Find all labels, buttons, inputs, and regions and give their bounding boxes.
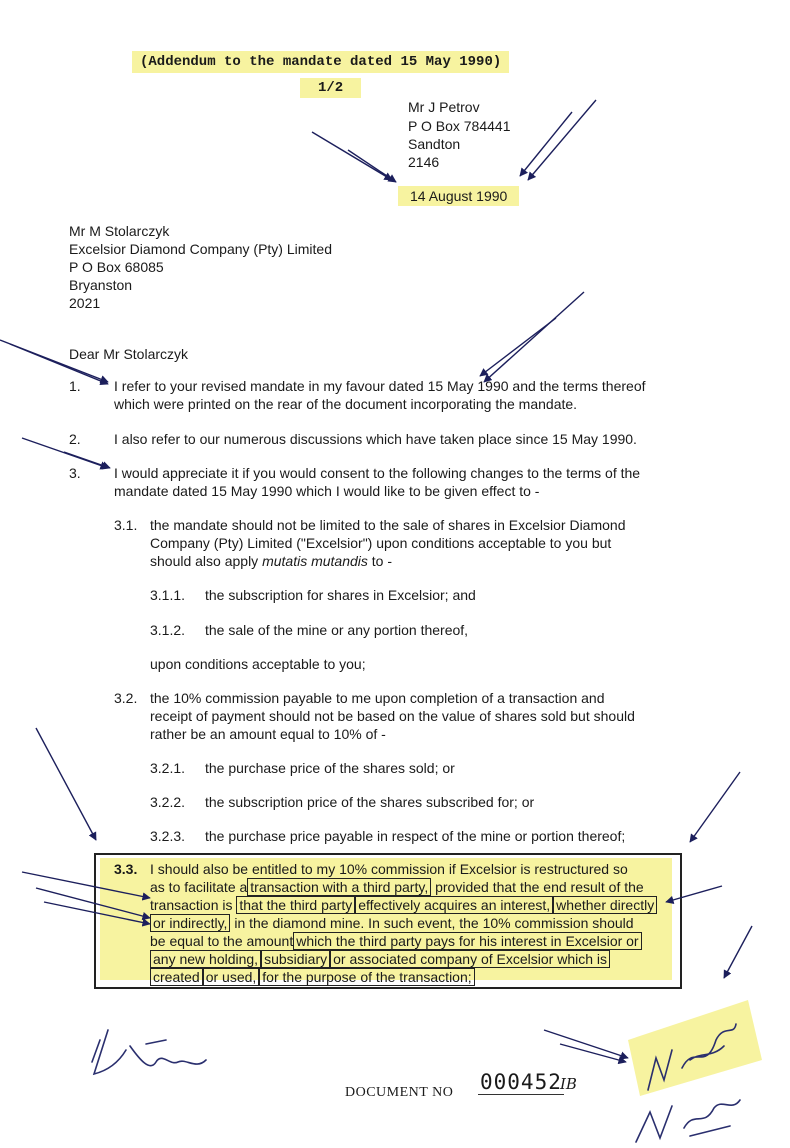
signature-right <box>648 1024 736 1090</box>
sender-code: 2146 <box>408 154 440 170</box>
page-number: 1/2 <box>300 78 361 98</box>
s33-line7 <box>150 968 475 986</box>
arrow-mark <box>22 438 108 468</box>
s33-boxed-effectively: effectively acquires an interest, <box>355 896 553 914</box>
arrow-mark <box>528 100 596 180</box>
s32-number: 3.2. <box>114 690 138 706</box>
arrow-mark <box>312 132 392 180</box>
sender-name: Mr J Petrov <box>408 99 480 115</box>
addendum-heading: (Addendum to the mandate dated 15 May 1990) <box>132 51 509 73</box>
s32-line1: the 10% commission payable to me upon completion of a transaction and <box>150 690 605 706</box>
s33-boxed-created: created <box>150 968 203 986</box>
arrow-mark <box>484 292 584 382</box>
s32-line3: rather be an amount equal to 10% of - <box>150 726 386 742</box>
s33-boxed-or-indirectly: or indirectly, <box>150 914 230 932</box>
s33-line5-a: be equal to the amount <box>150 933 294 949</box>
arrow-mark <box>560 1044 626 1062</box>
s311-text: the subscription for shares in Excelsior; and <box>205 587 476 603</box>
s323-number: 3.2.3. <box>150 828 186 844</box>
p3-number: 3. <box>69 465 81 481</box>
s33-boxed-associated-company: or associated company of Excelsior which is <box>330 950 610 968</box>
s33-line1: I should also be entitled to my 10% commission if Excelsior is restructured so <box>150 861 628 877</box>
arrow-mark <box>480 318 556 376</box>
p1-line1: I refer to your revised mandate in my favour dated 15 May 1990 and the terms thereof <box>114 378 646 394</box>
s33-line5 <box>150 932 642 950</box>
s33-boxed-which-third-party-pays: which the third party pays for his interest in Excelsior or <box>293 932 641 950</box>
s31-line3-c: to - <box>367 553 393 569</box>
s31-closing: upon conditions acceptable to you; <box>150 656 366 672</box>
sender-city: Sandton <box>408 136 461 152</box>
s33-boxed-the-third-party: that the third party <box>236 896 355 914</box>
s322-number: 3.2.2. <box>150 794 186 810</box>
document-number-initials: IB <box>560 1075 577 1093</box>
arrow-mark <box>544 1030 628 1058</box>
initials-bottom <box>636 1100 740 1142</box>
p3-line2: mandate dated 15 May 1990 which I would like to be given effect to - <box>114 483 540 499</box>
s33-line4-b: in the diamond mine. In such event, the 10% commission should <box>230 915 634 931</box>
s31-line3 <box>150 552 392 570</box>
arrow-mark <box>520 112 572 176</box>
recipient-code: 2021 <box>69 295 101 311</box>
p2-line1: I also refer to our numerous discussions which have taken place since 15 May 1990. <box>114 431 637 447</box>
document-number-value: 000452 <box>480 1070 562 1094</box>
arrow-mark <box>36 728 96 840</box>
margin-highlight <box>628 1000 762 1096</box>
p1-number: 1. <box>69 378 81 394</box>
s31-line1: the mandate should not be limited to the sale of shares in Excelsior Diamond <box>150 517 626 533</box>
recipient-box: P O Box 68085 <box>69 259 164 275</box>
p1-line2: which were printed on the rear of the document incorporating the mandate. <box>114 396 578 412</box>
s33-boxed-purpose: for the purpose of the transaction; <box>259 968 474 986</box>
s32-line2: receipt of payment should not be based on the value of shares sold but should <box>150 708 635 724</box>
recipient-company: Excelsior Diamond Company (Pty) Limited <box>69 241 332 257</box>
s33-boxed-third-party-transaction: transaction with a third party, <box>247 878 431 896</box>
signature-left <box>92 1030 206 1074</box>
s31-line3-a: should also apply <box>150 553 263 569</box>
s33-boxed-subsidiary: subsidiary <box>261 950 330 968</box>
arrow-mark <box>690 772 740 842</box>
recipient-city: Bryanston <box>69 277 133 293</box>
s311-number: 3.1.1. <box>150 587 186 603</box>
s31-number: 3.1. <box>114 517 138 533</box>
s33-line6 <box>150 950 610 968</box>
s33-line4 <box>150 914 634 932</box>
s33-line2-a: as to facilitate a <box>150 879 248 895</box>
s321-text: the purchase price of the shares sold; or <box>205 760 455 776</box>
s31-line2: Company (Pty) Limited ("Excelsior") upon conditions acceptable to you but <box>150 535 612 551</box>
s33-line3 <box>150 896 657 914</box>
s33-line3-a: transaction is <box>150 897 237 913</box>
letter-date: 14 August 1990 <box>398 186 519 206</box>
s33-boxed-any-new-holding: any new holding, <box>150 950 261 968</box>
s321-number: 3.2.1. <box>150 760 186 776</box>
recipient-name: Mr M Stolarczyk <box>69 223 170 239</box>
sender-box: P O Box 784441 <box>408 118 511 134</box>
p2-number: 2. <box>69 431 81 447</box>
s323-text: the purchase price payable in respect of the mine or portion thereof; <box>205 828 626 844</box>
s33-line2 <box>150 878 644 896</box>
s31-line3-italic: mutatis mutandis <box>262 553 368 569</box>
s33-boxed-or-used: or used, <box>203 968 260 986</box>
arrow-mark <box>724 926 752 978</box>
s312-number: 3.1.2. <box>150 622 186 638</box>
s322-text: the subscription price of the shares subscribed for; or <box>205 794 535 810</box>
salutation: Dear Mr Stolarczyk <box>69 346 189 362</box>
arrow-mark <box>348 150 396 182</box>
s312-text: the sale of the mine or any portion thereof, <box>205 622 469 638</box>
s33-boxed-whether-directly: whether directly <box>553 896 657 914</box>
s33-number: 3.3. <box>114 861 138 877</box>
s33-line2-c: provided that the end result of the <box>431 879 644 895</box>
document-number-label: DOCUMENT NO <box>345 1085 454 1100</box>
p3-line1: I would appreciate it if you would consent to the following changes to the terms of the <box>114 465 641 481</box>
